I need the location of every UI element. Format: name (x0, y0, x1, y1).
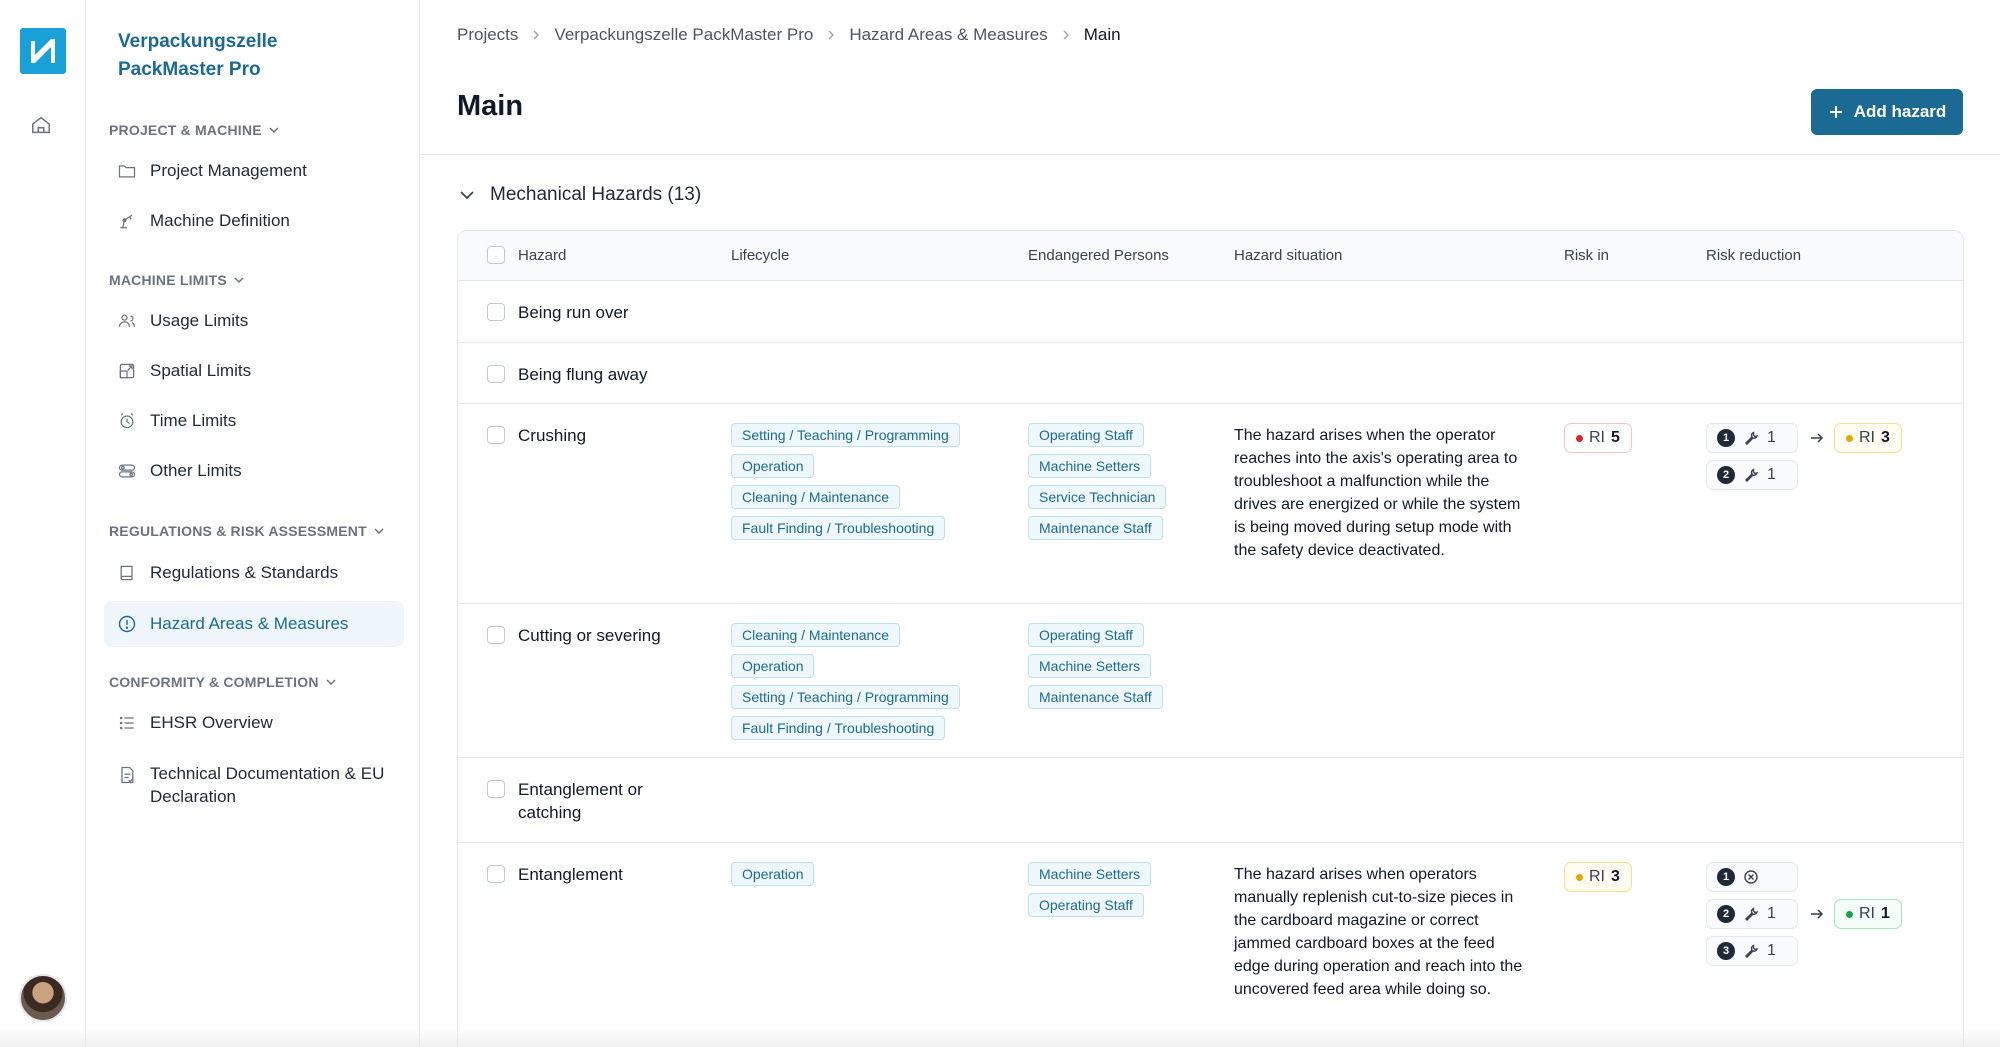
person-tag: Machine Setters (1028, 454, 1151, 478)
chevron-right-icon (530, 29, 542, 41)
row-checkbox[interactable] (487, 626, 505, 644)
page-title: Main (457, 90, 524, 122)
lifecycle-tags (731, 862, 814, 886)
sidebar-item-time-limits[interactable]: Time Limits (104, 398, 404, 444)
toggles-icon (116, 460, 138, 482)
persons-tags (1028, 423, 1166, 540)
lifecycle-tag: Cleaning / Maintenance (731, 623, 900, 647)
measure-chip[interactable]: 2 1 (1706, 460, 1798, 490)
chevron-down-icon (458, 186, 476, 204)
section-project-machine[interactable]: PROJECT & MACHINE (109, 122, 280, 138)
lifecycle-tag: Fault Finding / Troubleshooting (731, 716, 945, 740)
project-title[interactable]: Verpackungszelle PackMaster Pro (118, 31, 278, 80)
column-hazard-situation[interactable]: Hazard situation (1234, 247, 1343, 264)
hazard-name: Being run over (518, 303, 629, 322)
sidebar-item-hazard-areas-measures[interactable]: Hazard Areas & Measures (104, 601, 404, 647)
expand-icon (116, 360, 138, 382)
table-row[interactable] (458, 843, 1964, 1047)
person-tag: Machine Setters (1028, 862, 1151, 886)
chevron-right-icon (1060, 29, 1072, 41)
person-tag: Maintenance Staff (1028, 516, 1163, 540)
table-header (458, 231, 1964, 281)
group-toggle[interactable] (458, 184, 701, 206)
document-icon (116, 764, 138, 786)
measure-chip[interactable]: 3 1 (1706, 936, 1798, 966)
risk-dot-icon (1846, 911, 1853, 918)
lifecycle-tags (731, 623, 960, 740)
row-checkbox[interactable] (487, 780, 505, 798)
plus-icon (1828, 104, 1844, 120)
users-icon (116, 310, 138, 332)
measure-chip[interactable]: 1 1 (1706, 423, 1798, 453)
chevron-down-icon (373, 525, 385, 537)
book-icon (116, 562, 138, 584)
hazard-table (457, 230, 1964, 1047)
chevron-down-icon (268, 124, 280, 136)
risk-out-badge[interactable]: RI 1 (1834, 899, 1902, 929)
column-hazard[interactable]: Hazard (518, 247, 567, 264)
person-tag: Operating Staff (1028, 623, 1144, 647)
arrow-right-icon (1809, 906, 1825, 922)
sidebar-item-project-management[interactable]: Project Management (104, 148, 404, 194)
sidebar-item-technical-documentation[interactable]: Technical Documentation & EU Declaration (104, 754, 404, 814)
lifecycle-tag: Setting / Teaching / Programming (731, 423, 960, 447)
breadcrumb (457, 25, 1121, 45)
row-checkbox[interactable] (487, 303, 505, 321)
list-icon (116, 712, 138, 734)
home-icon[interactable] (30, 114, 56, 140)
person-tag: Operating Staff (1028, 423, 1144, 447)
person-tag: Service Technician (1028, 485, 1166, 509)
user-avatar[interactable] (19, 974, 67, 1022)
lifecycle-tag: Setting / Teaching / Programming (731, 685, 960, 709)
main-content (420, 0, 2000, 1047)
lifecycle-tag: Operation (731, 454, 814, 478)
table-row[interactable] (458, 343, 1964, 404)
add-hazard-button[interactable]: Add hazard (1811, 89, 1963, 135)
risk-in-badge[interactable]: RI 5 (1564, 423, 1632, 453)
breadcrumb-hazard-areas[interactable]: Hazard Areas & Measures (849, 25, 1048, 44)
measure-chip[interactable]: 1 (1706, 862, 1798, 892)
hazard-name: Entanglement or catching (518, 780, 643, 822)
column-risk-in[interactable]: Risk in (1564, 247, 1610, 264)
lifecycle-tag: Operation (731, 862, 814, 886)
row-checkbox[interactable] (487, 365, 505, 383)
breadcrumb-current: Main (1083, 25, 1121, 44)
sidebar (86, 0, 420, 1047)
hazard-name: Entanglement (518, 865, 623, 884)
risk-dot-icon (1846, 435, 1853, 442)
hazard-situation-text: The hazard arises when the operator reaches into the axis's operating area to troubleshoot a malfunction while the drives are energized or while the system is being moved during setup mode with the safety device deactivated. (1234, 427, 1521, 559)
column-lifecycle[interactable]: Lifecycle (731, 247, 790, 264)
lifecycle-tags (731, 423, 960, 540)
lifecycle-tag: Fault Finding / Troubleshooting (731, 516, 945, 540)
sidebar-item-ehsr-overview[interactable]: EHSR Overview (104, 700, 404, 746)
wrench-icon (1743, 943, 1759, 959)
alert-circle-icon (116, 613, 138, 635)
arrow-right-icon (1809, 430, 1825, 446)
hazard-name: Crushing (518, 426, 587, 445)
hazard-name: Cutting or severing (518, 626, 661, 645)
wrench-icon (1743, 906, 1759, 922)
table-row[interactable] (458, 604, 1964, 758)
header-divider (420, 154, 2000, 155)
x-circle-icon (1743, 869, 1759, 885)
group-title: Mechanical Hazards (13) (490, 184, 702, 205)
chevron-down-icon (325, 676, 337, 688)
folder-icon (116, 160, 138, 182)
sidebar-item-other-limits[interactable]: Other Limits (104, 448, 404, 494)
persons-tags (1028, 862, 1151, 917)
lifecycle-tag: Operation (731, 654, 814, 678)
hazard-name: Being flung away (518, 365, 648, 384)
person-tag: Maintenance Staff (1028, 685, 1163, 709)
sidebar-item-spatial-limits[interactable]: Spatial Limits (104, 348, 404, 394)
risk-in-badge[interactable]: RI 3 (1564, 862, 1632, 892)
section-regulations-risk[interactable]: REGULATIONS & RISK ASSESSMENT (109, 523, 385, 539)
select-all-checkbox[interactable] (487, 246, 505, 264)
section-machine-limits[interactable]: MACHINE LIMITS (109, 272, 245, 288)
persons-tags (1028, 623, 1163, 709)
row-checkbox[interactable] (487, 426, 505, 444)
sidebar-item-regulations-standards[interactable]: Regulations & Standards (104, 550, 404, 596)
risk-out-badge[interactable]: RI 3 (1834, 423, 1902, 453)
person-tag: Machine Setters (1028, 654, 1151, 678)
timer-icon (116, 410, 138, 432)
lifecycle-tag: Cleaning / Maintenance (731, 485, 900, 509)
robot-arm-icon (116, 210, 138, 232)
table-row[interactable] (458, 404, 1964, 604)
section-conformity-completion[interactable]: CONFORMITY & COMPLETION (109, 674, 337, 690)
table-row[interactable] (458, 281, 1964, 343)
chevron-right-icon (825, 29, 837, 41)
risk-dot-icon (1576, 435, 1583, 442)
breadcrumb-project[interactable]: Verpackungszelle PackMaster Pro (554, 25, 814, 44)
sidebar-item-usage-limits[interactable]: Usage Limits (104, 298, 404, 344)
breadcrumb-projects[interactable]: Projects (457, 25, 519, 44)
row-checkbox[interactable] (487, 865, 505, 883)
wrench-icon (1743, 467, 1759, 483)
app-logo[interactable] (20, 28, 66, 74)
column-risk-reduction[interactable]: Risk reduction (1706, 247, 1802, 264)
risk-dot-icon (1576, 874, 1583, 881)
chevron-down-icon (233, 274, 245, 286)
icon-rail (0, 0, 86, 1047)
measure-chip[interactable]: 2 1 (1706, 899, 1798, 929)
wrench-icon (1743, 430, 1759, 446)
person-tag: Operating Staff (1028, 893, 1144, 917)
table-row[interactable] (458, 758, 1964, 843)
hazard-situation-text: The hazard arises when operators manually replenish cut-to-size pieces in the cardboard magazine or correct jammed cardboard boxes at the feed edge during operation and reach into the uncovered feed area while doing so. (1234, 866, 1523, 998)
column-endangered-persons[interactable]: Endangered Persons (1028, 247, 1169, 264)
sidebar-item-machine-definition[interactable]: Machine Definition (104, 198, 404, 244)
